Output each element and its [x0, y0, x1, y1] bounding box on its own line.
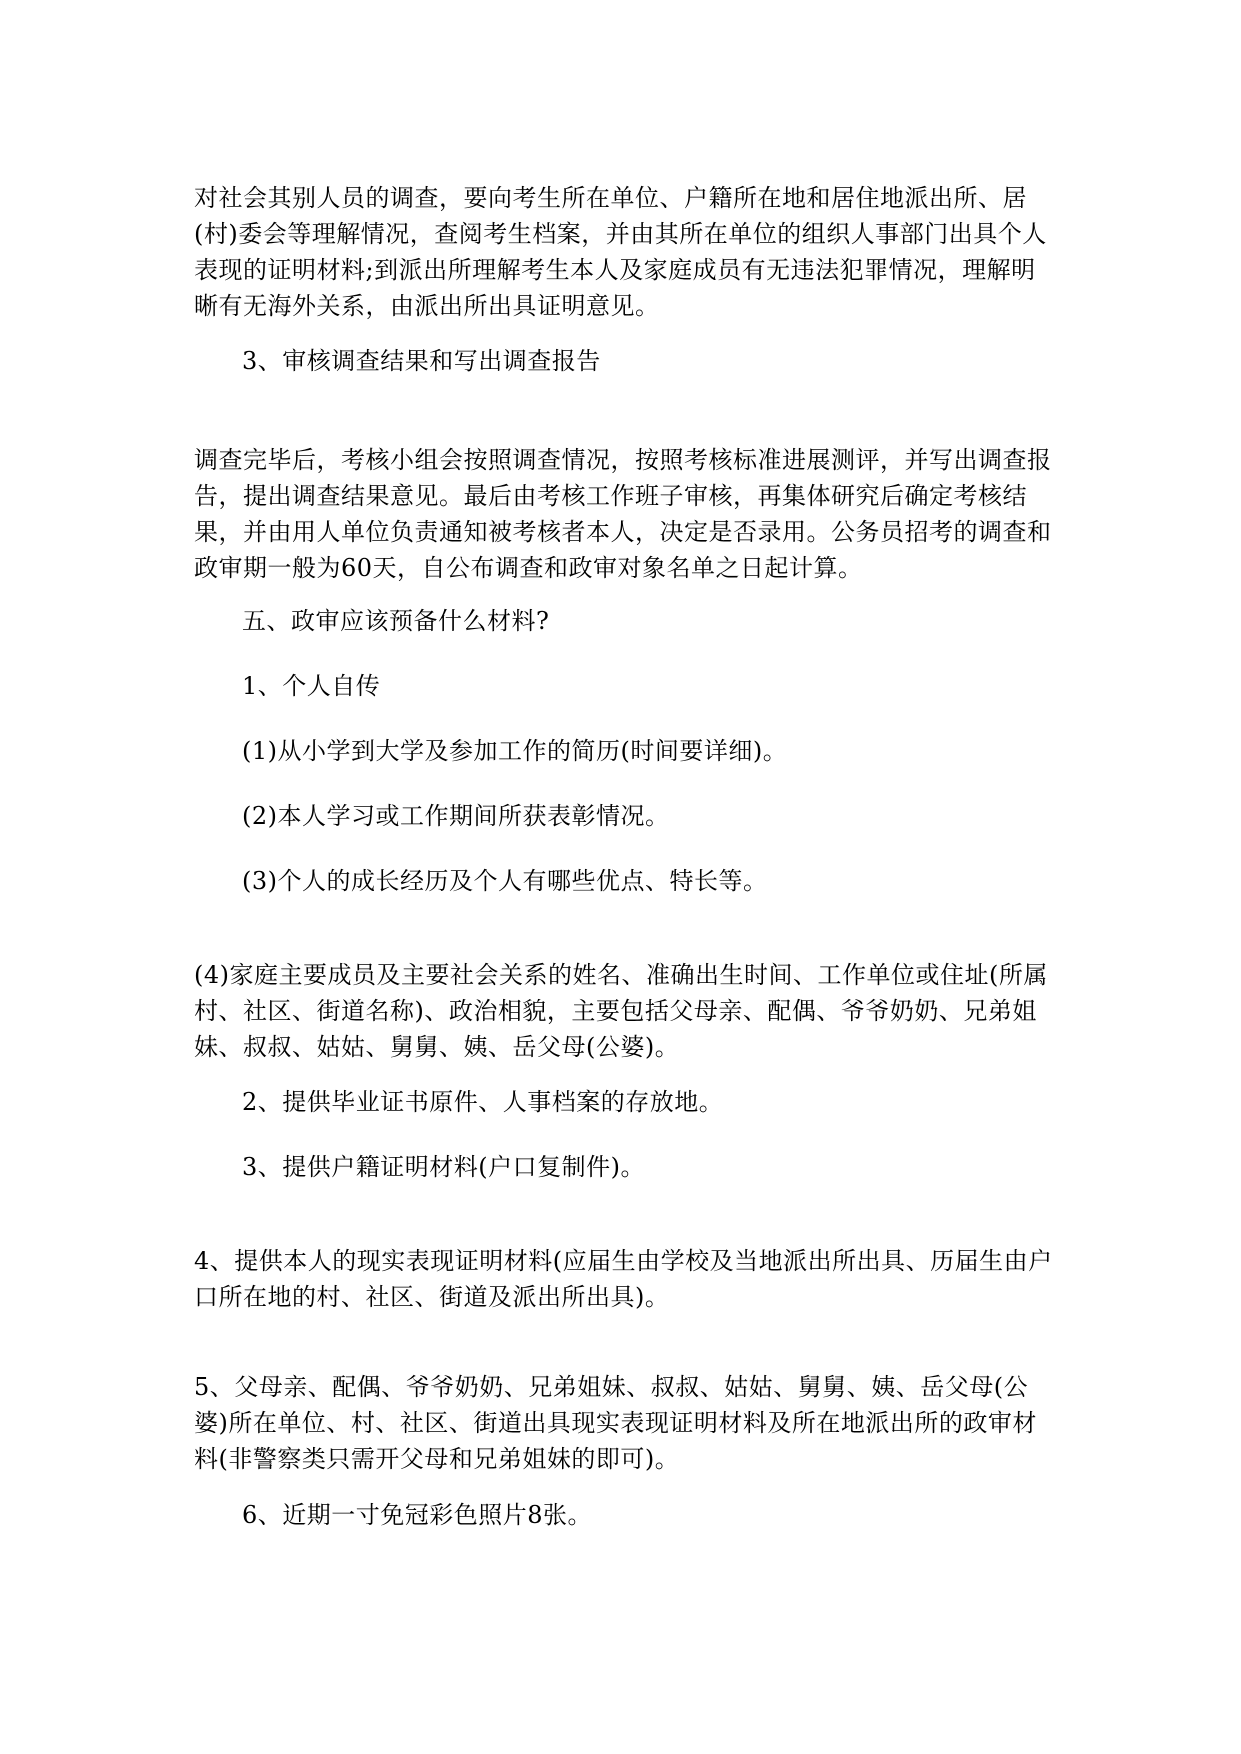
heading-review-results: 3、审核调查结果和写出调查报告 — [242, 347, 601, 375]
list-item-growth-experience: (3)个人的成长经历及个人有哪些优点、特长等。 — [242, 867, 768, 895]
heading-photos: 6、近期一寸免冠彩色照片8张。 — [242, 1501, 593, 1529]
heading-household-register: 3、提供户籍证明材料(户口复制件)。 — [242, 1153, 645, 1181]
list-item-commendations: (2)本人学习或工作期间所获表彰情况。 — [242, 802, 670, 830]
heading-personal-autobiography: 1、个人自传 — [242, 672, 381, 700]
paragraph-investigation-complete: 调查完毕后，考核小组会按照调查情况，按照考核标准进展测评，并写出调查报告，提出调查结果意见。最后由考核工作班子审核，再集体研究后确定考核结果，并由用人单位负责通知被考核者本人，决定是否录用。公务员招考的调查和政审期一般为60天，自公布调查和政审对象名单之日起计算。 — [194, 446, 1052, 582]
heading-political-review-materials: 五、政审应该预备什么材料? — [242, 607, 550, 635]
heading-diploma-archives: 2、提供毕业证书原件、人事档案的存放地。 — [242, 1088, 724, 1116]
paragraph-family-proof: 5、父母亲、配偶、爷爷奶奶、兄弟姐妹、叔叔、姑姑、舅舅、姨、岳父母(公婆)所在单位、村、社区、街道出具现实表现证明材料及所在地派出所的政审材料(非警察类只需开父母和兄弟姐妹的即可)。 — [194, 1373, 1037, 1473]
list-item-resume: (1)从小学到大学及参加工作的简历(时间要详细)。 — [242, 737, 788, 765]
list-item-family-members: (4)家庭主要成员及主要社会关系的姓名、准确出生时间、工作单位或住址(所属村、社区、街道名称)、政治相貌，主要包括父母亲、配偶、爷爷奶奶、兄弟姐妹、叔叔、姑姑、舅舅、姨、岳父母(公婆)。 — [194, 961, 1048, 1061]
paragraph-performance-proof: 4、提供本人的现实表现证明材料(应届生由学校及当地派出所出具、历届生由户口所在地的村、社区、街道及派出所出具)。 — [194, 1247, 1053, 1311]
paragraph-investigation-others: 对社会其别人员的调查，要向考生所在单位、户籍所在地和居住地派出所、居(村)委会等理解情况，查阅考生档案，并由其所在单位的组织人事部门出具个人表现的证明材料;到派出所理解考生本人及家庭成员有无违法犯罪情况，理解明晰有无海外关系，由派出所出具证明意见。 — [194, 184, 1047, 320]
